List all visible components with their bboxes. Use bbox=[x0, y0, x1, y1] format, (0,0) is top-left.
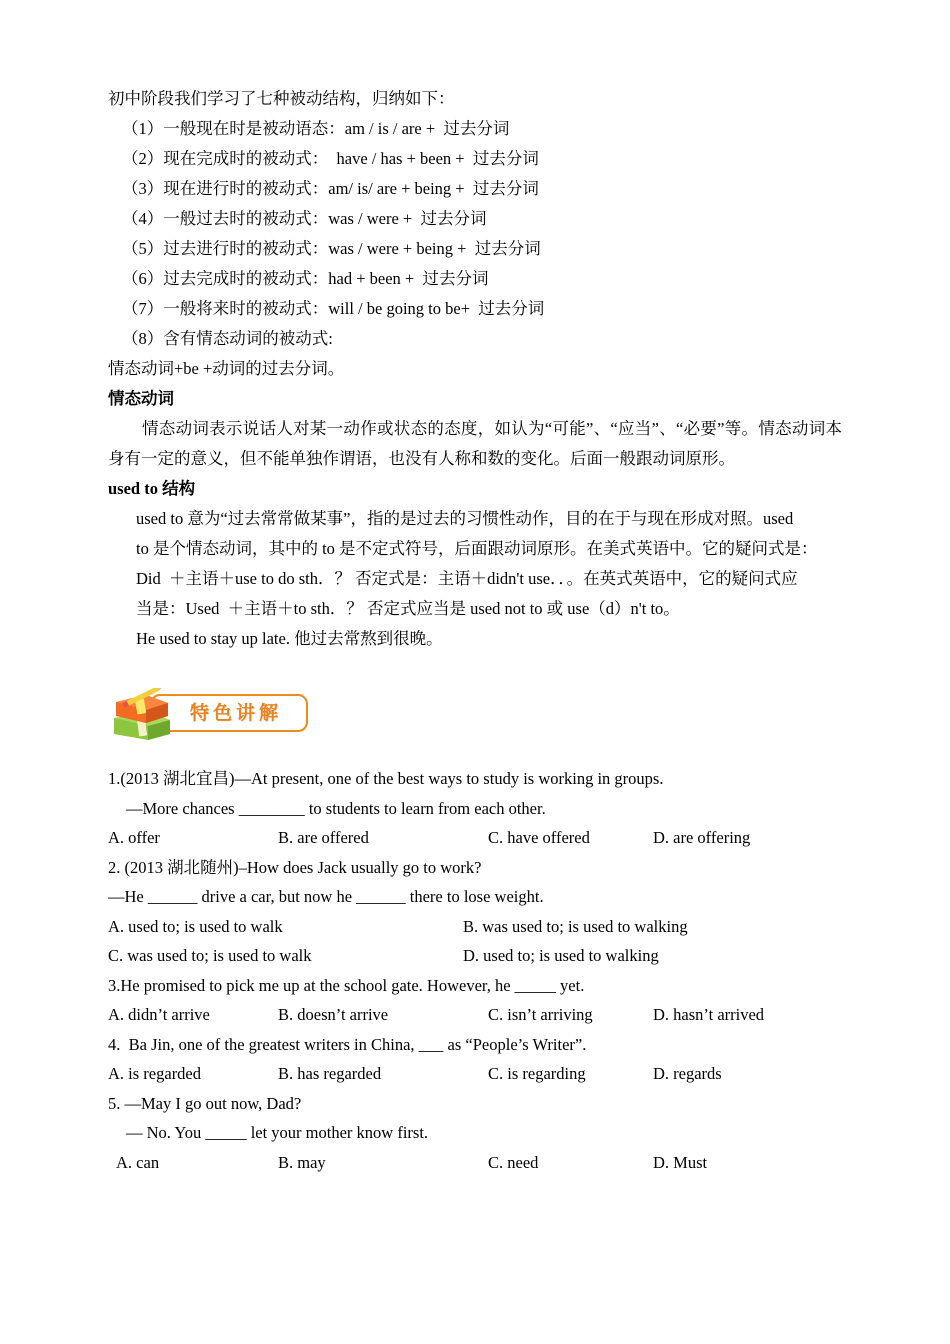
used-to-section bbox=[108, 474, 842, 654]
modal-verbs-heading: 情态动词 bbox=[108, 389, 174, 408]
structure-item-8: （8）含有情态动词的被动式: bbox=[122, 329, 333, 348]
question-options bbox=[108, 1148, 842, 1178]
option-d[interactable]: D. hasn’t arrived bbox=[653, 1005, 765, 1024]
option-a[interactable]: A. offer bbox=[108, 828, 160, 847]
question-stem: 3.He promised to pick me up at the school gate. However, he _____ yet. bbox=[108, 975, 585, 995]
used-to-line-4: 当是：Used ＋主语＋to sth．？ 否定式应当是 used not to 或 use（d）n't to。 bbox=[136, 599, 680, 618]
option-a[interactable]: A. is regarded bbox=[108, 1064, 202, 1083]
exercise-list bbox=[108, 764, 842, 1177]
structure-item-1: （1）一般现在时是被动语态：am / is / are + 过去分词 bbox=[122, 119, 510, 138]
exercise-item bbox=[108, 1089, 842, 1178]
used-to-heading: used to 结构 bbox=[108, 479, 196, 498]
modal-verbs-section bbox=[108, 384, 842, 474]
exercise-item bbox=[108, 764, 842, 853]
structure-item-6: （6）过去完成时的被动式：had + been + 过去分词 bbox=[122, 269, 489, 288]
passive-structures-section bbox=[108, 84, 842, 384]
used-to-body bbox=[108, 504, 842, 654]
option-b[interactable]: B. was used to; is used to walking bbox=[463, 916, 688, 936]
option-b[interactable]: B. may bbox=[278, 1152, 326, 1172]
option-a[interactable]: A. can bbox=[116, 1152, 160, 1172]
stacked-books-icon bbox=[108, 688, 174, 742]
question-stem-line2: —More chances ________ to students to learn from each other. bbox=[126, 798, 546, 818]
option-b[interactable]: B. are offered bbox=[278, 828, 369, 847]
used-to-line-3: Did ＋主语＋use to do sth．？ 否定式是：主语＋didn't use．．。在英式英语中，它的疑问式应 bbox=[136, 569, 798, 588]
structure-item-5: （5）过去进行时的被动式：was / were + being + 过去分词 bbox=[122, 239, 541, 258]
structure-item-7: （7）一般将来时的被动式：will / be going to be+ 过去分词 bbox=[122, 299, 545, 318]
option-d[interactable]: D. regards bbox=[653, 1064, 722, 1083]
option-d[interactable]: D. used to; is used to walking bbox=[463, 946, 659, 965]
question-stem-line2: —He ______ drive a car, but now he ______ there to lose weight. bbox=[108, 887, 544, 906]
option-b[interactable]: B. has regarded bbox=[278, 1064, 382, 1083]
option-a[interactable]: A. didn’t arrive bbox=[108, 1005, 210, 1024]
used-to-line-5: He used to stay up late. 他过去常熬到很晚。 bbox=[136, 629, 443, 648]
structure-item-4: （4）一般过去时的被动式：was / were + 过去分词 bbox=[122, 209, 487, 228]
question-options bbox=[108, 912, 842, 942]
modal-verbs-paragraph: 情态动词表示说话人对某一动作或状态的态度，如认为“可能”、“应当”、“必要”等。情态动词本身有一定的意义，但不能单独作谓语，也没有人称和数的变化。后面一般跟动词原形。 bbox=[108, 419, 842, 468]
option-c[interactable]: C. need bbox=[488, 1152, 539, 1172]
used-to-line-2: to 是个情态动词，其中的 to 是不定式符号，后面跟动词原形。在美式英语中。它的疑问式是： bbox=[136, 539, 818, 558]
notes-intro: 初中阶段我们学习了七种被动结构，归纳如下： bbox=[108, 89, 455, 108]
used-to-line-1: used to 意为“过去常常做某事”，指的是过去的习惯性动作，目的在于与现在形成对照。used bbox=[136, 509, 794, 528]
structure-item-3: （3）现在进行时的被动式：am/ is/ are + being + 过去分词 bbox=[122, 179, 539, 198]
option-c[interactable]: C. have offered bbox=[488, 828, 590, 847]
option-a[interactable]: A. used to; is used to walk bbox=[108, 916, 283, 936]
question-options bbox=[108, 823, 842, 853]
structure-item-2: （2）现在完成时的被动式： have / has + been + 过去分词 bbox=[122, 149, 539, 168]
question-stem: 2. (2013 湖北随州)–How does Jack usually go to work? bbox=[108, 857, 482, 877]
question-stem: 1.(2013 湖北宜昌)—At present, one of the best ways to study is working in groups. bbox=[108, 769, 664, 788]
section-banner-wrap bbox=[108, 680, 842, 754]
option-c[interactable]: C. is regarding bbox=[488, 1064, 586, 1083]
modal-passive-formula: 情态动词+be +动词的过去分词。 bbox=[108, 359, 345, 378]
question-options bbox=[108, 1000, 842, 1030]
question-stem: 5. —May I go out now, Dad? bbox=[108, 1093, 302, 1113]
exercise-item bbox=[108, 971, 842, 1030]
exercise-item bbox=[108, 853, 842, 971]
option-b[interactable]: B. doesn’t arrive bbox=[278, 1005, 389, 1024]
option-d[interactable]: D. are offering bbox=[653, 828, 751, 847]
page-content bbox=[108, 84, 842, 1177]
question-options bbox=[108, 941, 842, 971]
option-c[interactable]: C. was used to; is used to walk bbox=[108, 946, 312, 965]
feature-explanation-banner bbox=[106, 688, 316, 744]
question-options bbox=[108, 1059, 842, 1089]
banner-title: 特色讲解 bbox=[189, 702, 282, 724]
option-c[interactable]: C. isn’t arriving bbox=[488, 1005, 593, 1024]
question-stem: 4. Ba Jin, one of the greatest writers in China, ___ as “People’s Writer”. bbox=[108, 1034, 587, 1054]
option-d[interactable]: D. Must bbox=[653, 1152, 708, 1172]
question-stem-line2: — No. You _____ let your mother know first. bbox=[126, 1123, 429, 1142]
exercise-item bbox=[108, 1030, 842, 1089]
